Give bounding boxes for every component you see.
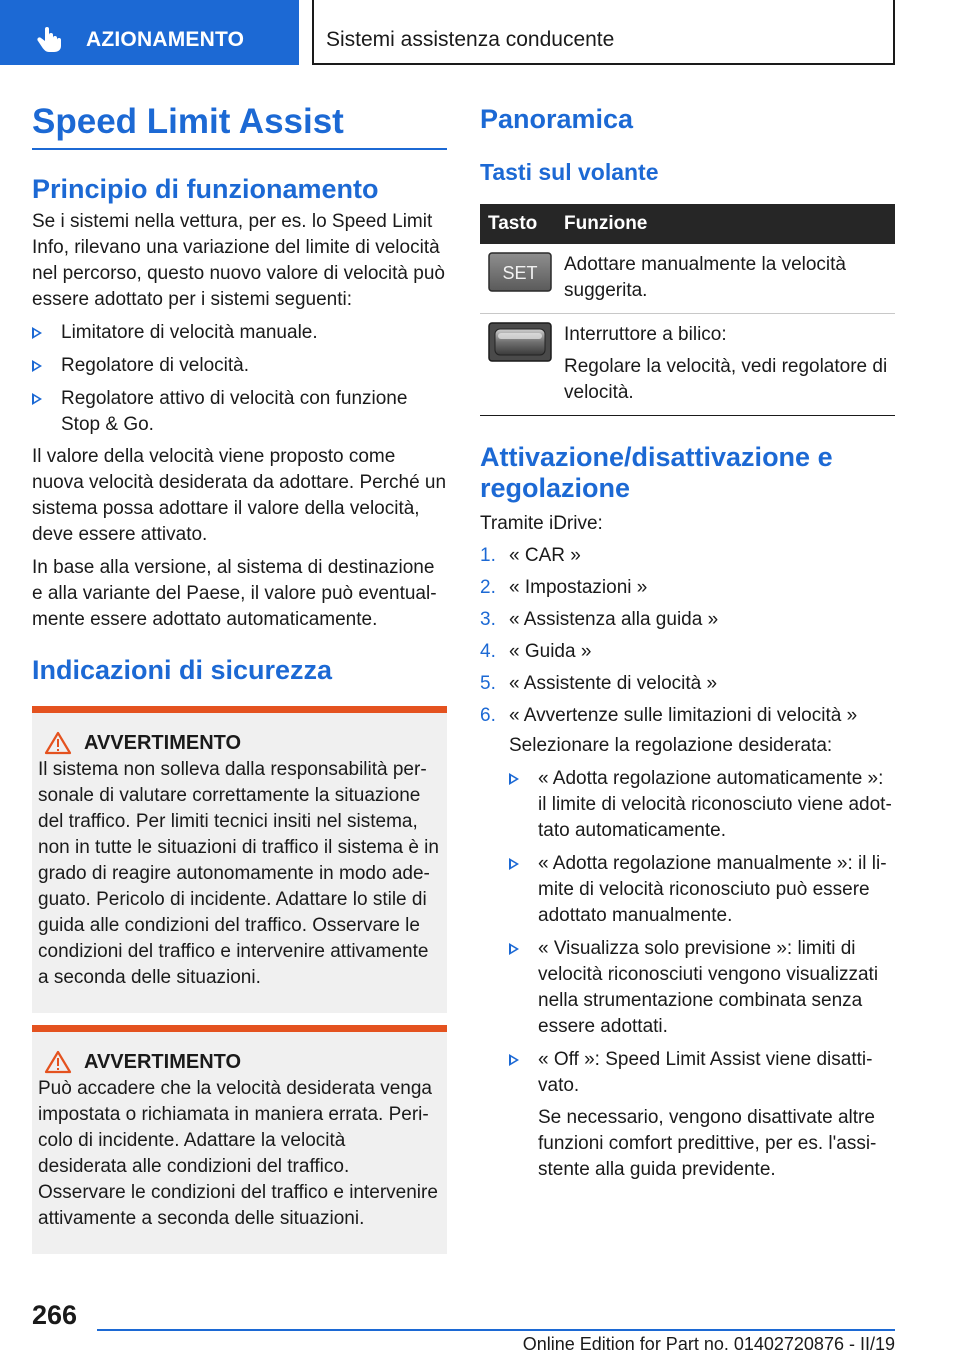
bullet-triangle-icon (32, 393, 42, 405)
table-cell: Regolare la velocità, vedi regolatore di velocità. (564, 356, 888, 403)
principle-heading: Principio di funzionamento (32, 174, 379, 204)
list-item: 5. « Assistente di velocità » (480, 673, 718, 694)
warning-box (32, 1025, 447, 1254)
bullet-triangle-icon (32, 360, 42, 372)
activation-heading: Attivazione/disattivazione e regolazione (480, 442, 833, 503)
table-row (480, 244, 895, 314)
right-column (480, 102, 895, 1183)
via-idrive-text: Tramite iDrive: (480, 513, 603, 534)
list-item: 2. « Impostazioni » (480, 577, 648, 598)
table-row (480, 314, 895, 416)
list-item: 6. « Avvertenze sulle limitazioni di velocità » (480, 705, 858, 726)
options-list (509, 766, 895, 1099)
set-key-label: SET (502, 263, 538, 283)
list-item: 3. « Assistenza alla guida » (480, 609, 719, 630)
page-number: 266 (32, 1300, 78, 1330)
paragraph: In base alla versione, al sistema di destinazione e alla variante del Paese, il valore può eventualmente essere adottato automaticamente. (32, 557, 437, 630)
table-header-key: Tasto (480, 204, 564, 244)
overview-heading: Panoramica (480, 104, 634, 134)
warning-text: Può accadere che la velocità desiderata venga impostata o richiamata in maniera errata. Pericolo di incidente. Adattare la velocità desiderata alle condizioni del traffico. Osservare le condizioni del traffico e intervenire attivamente a seconda delle situazioni. (38, 1078, 438, 1229)
list-item: « Adotta regolazione manualmente »: il limite di velocità riconosciuto può essere adottato manualmente. (509, 851, 895, 929)
warning-box (32, 706, 447, 1013)
table-cell: Adottare manualmente la velocità suggerita. (564, 244, 895, 314)
section-label: AZIONAMENTO (86, 28, 245, 51)
warning-triangle-icon (44, 1050, 72, 1074)
chapter-label: Sistemi assistenza conducente (326, 28, 615, 51)
warning-title: AVVERTIMENTO (84, 1050, 242, 1073)
list-item: « Off »: Speed Limit Assist viene disattivato. (509, 1047, 895, 1099)
bullet-triangle-icon (32, 327, 42, 339)
table-cell: Interruttore a bilico: (564, 324, 727, 345)
paragraph: Il valore della velocità viene proposto come nuova velocità desiderata da adottare. Perché un sistema possa adottare il valore della velocità, deve essere attivato. (32, 446, 447, 545)
edition-text: Online Edition for Part no. 01402720876 - II/19 (522, 1334, 895, 1354)
section-tab (0, 0, 299, 65)
select-text: Selezionare la regolazione desiderata: (509, 735, 833, 756)
warning-text: Il sistema non solleva dalla responsabilità personale di valutare correttamente la situazione del traffico. Per limiti tecnici insiti nel sistema, non in tutte le situazioni di traffico il sistema è in grado di reagire autonomamente in modo adeguato. Pericolo di incidente. Adattare lo stile di guida alle condizioni del traffico. Osservare le condizioni del traffico e intervenire attivamente a seconda delle situazioni. (38, 759, 439, 988)
left-column (32, 102, 447, 1254)
list-item: Regolatore di velocità. (32, 353, 447, 379)
buttons-table (480, 204, 895, 416)
table-header-function: Funzione (564, 204, 895, 244)
warning-title: AVVERTIMENTO (84, 731, 242, 754)
rocker-switch-icon (488, 322, 552, 362)
bullet-triangle-icon (509, 858, 519, 870)
bullet-triangle-icon (509, 773, 519, 785)
systems-list (32, 320, 447, 438)
footer-rule (97, 1329, 895, 1331)
set-button-icon (488, 252, 552, 292)
step6-detail (480, 733, 895, 1183)
list-item: « Visualizza solo previsione »: limiti di velocità riconosciuti vengono visualizzati nella strumentazione combinata senza essere adottati. (509, 936, 895, 1040)
bullet-triangle-icon (509, 943, 519, 955)
hand-pointer-icon (36, 26, 64, 54)
list-item: « Adotta regolazione automaticamente »: il limite di velocità riconosciuto viene adottato automaticamente. (509, 766, 895, 844)
bullet-triangle-icon (509, 1054, 519, 1066)
list-item: Limitatore di velocità manuale. (32, 320, 447, 346)
warning-triangle-icon (44, 731, 72, 755)
buttons-heading: Tasti sul volante (480, 159, 659, 185)
list-item: 1. « CAR » (480, 545, 581, 566)
steps-list (480, 543, 895, 729)
off-note: Se necessario, vengono disattivate altre funzioni comfort predittive, per es. l'assistente alla guida previdente. (538, 1107, 877, 1180)
intro-paragraph: Se i sistemi nella vettura, per es. lo Speed Limit Info, rilevano una variazione del limite di velocità nel percorso, questo nuovo valore di velocità può essere adottato per i sistemi seguenti: (32, 211, 445, 310)
list-item: 4. « Guida » (480, 641, 592, 662)
safety-heading: Indicazioni di sicurezza (32, 655, 333, 685)
page-title: Speed Limit Assist (32, 102, 447, 150)
list-item: Regolatore attivo di velocità con funzione Stop & Go. (32, 386, 447, 438)
chapter-box (312, 0, 895, 65)
